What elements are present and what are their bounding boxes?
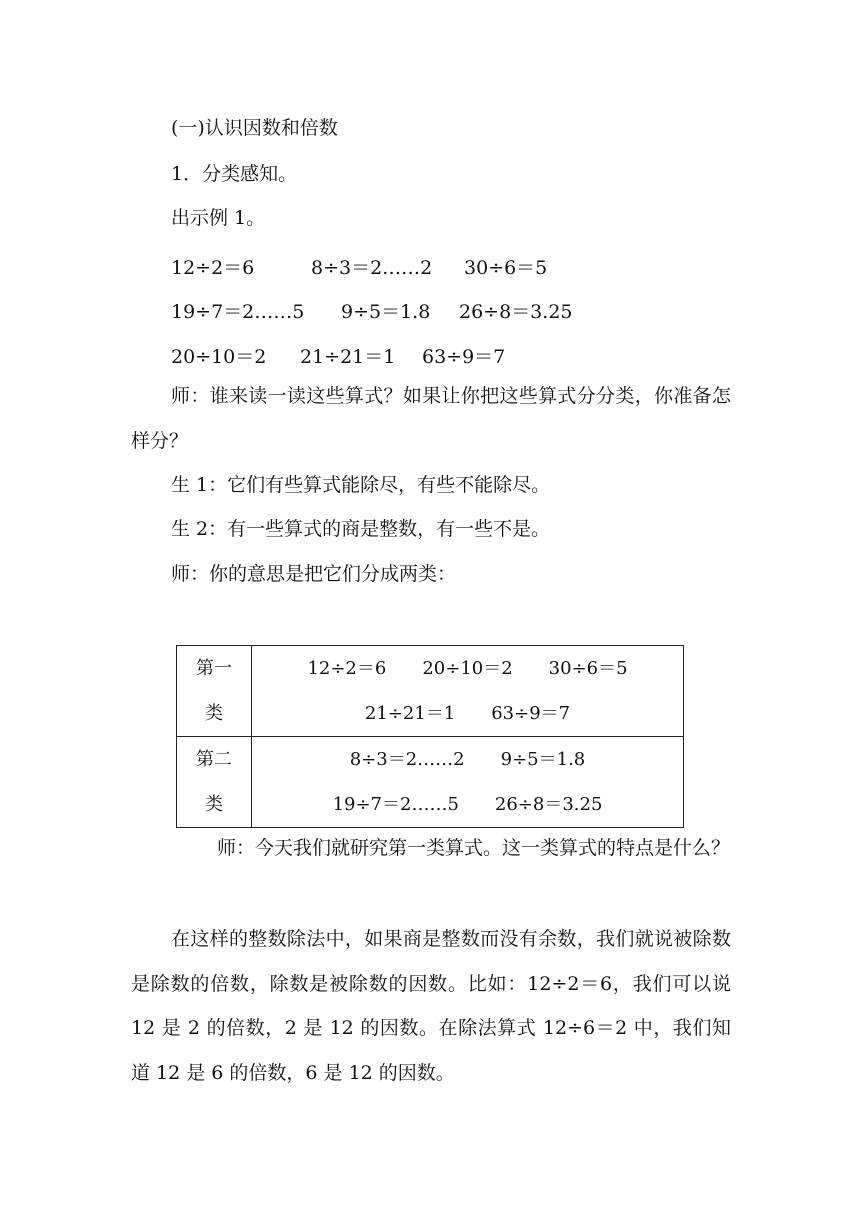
explanation-paragraph: 在这样的整数除法中，如果商是整数而没有余数，我们就说被除数是除数的倍数，除数是被除数的因数。比如：12÷2＝6，我们可以说 12 是 2 的倍数，2 是 12 的因数。在除法算式 12÷6＝2 中，我们知道 12 是 6 的倍数，6 是 12 的因数。 xyxy=(131,928,731,1084)
category-1-equations: 12÷2＝6 20÷10＝2 30÷6＝5 21÷21＝1 63÷9＝7 xyxy=(252,646,684,737)
equation: 19÷7＝2……5 xyxy=(171,301,305,323)
equation: 26÷8＝3.25 xyxy=(459,301,573,323)
section-title: (一)认识因数和倍数 xyxy=(171,117,338,139)
table-row xyxy=(177,737,684,828)
classification-table xyxy=(176,645,684,828)
equation: 21÷21＝1 xyxy=(300,346,396,368)
step-heading: 1．分类感知。 xyxy=(171,163,298,185)
equation: 9÷5＝1.8 xyxy=(341,301,431,323)
teacher-statement: 师：你的意思是把它们分成两类： xyxy=(171,563,457,585)
example-intro: 出示例 1。 xyxy=(171,207,266,229)
teacher-focus-question: 师：今天我们就研究第一类算式。这一类算式的特点是什么？ xyxy=(217,837,731,859)
teacher-question: 师：谁来读一读这些算式？如果让你把这些算式分分类，你准备怎样分？ xyxy=(131,385,731,452)
category-1-header: 第一 类 xyxy=(177,646,252,737)
student-1-answer: 生 1：它们有些算式能除尽，有些不能除尽。 xyxy=(171,474,551,496)
equation: 20÷10＝2 xyxy=(171,346,267,368)
equation: 63÷9＝7 xyxy=(422,346,506,368)
student-2-answer: 生 2：有一些算式的商是整数，有一些不是。 xyxy=(171,518,551,540)
equation: 30÷6＝5 xyxy=(464,257,548,279)
equation: 8÷3＝2……2 xyxy=(311,257,433,279)
table-row xyxy=(177,646,684,737)
category-2-equations: 8÷3＝2……2 9÷5＝1.8 19÷7＝2……5 26÷8＝3.25 xyxy=(252,737,684,828)
equation: 12÷2＝6 xyxy=(171,257,255,279)
category-2-header: 第二 类 xyxy=(177,737,252,828)
